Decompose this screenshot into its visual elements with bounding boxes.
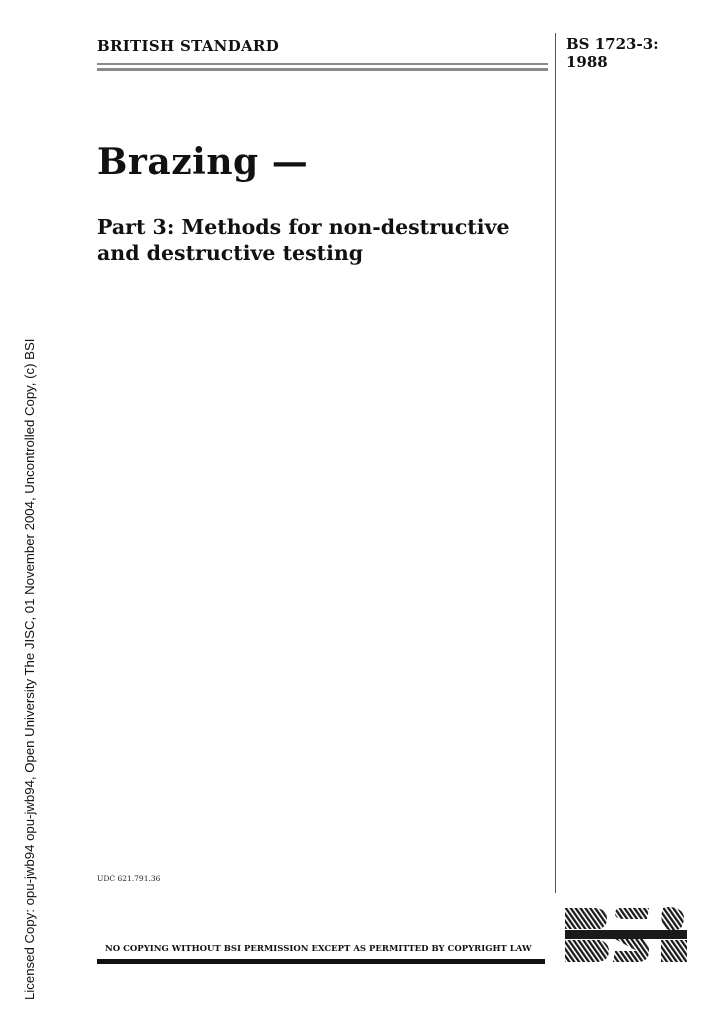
footer-rule [97,959,545,964]
page-subtitle: Part 3: Methods for non-destructive and destructive testing [97,215,510,265]
document-type-label: BRITISH STANDARD [97,37,280,55]
standard-number-year: 1988 [566,53,608,71]
standard-number [566,35,659,71]
udc-classification: UDC 621.791.36 [97,874,161,883]
copyright-notice: NO COPYING WITHOUT BSI PERMISSION EXCEPT AS PERMITTED BY COPYRIGHT LAW [105,944,532,954]
standard-number-code: BS 1723-3: [566,35,659,53]
license-watermark: Licensed Copy: opu-jwb94 opu-jwb94, Open University The JISC, 01 November 2004, Uncontrolled Copy, (c) BSI [22,338,37,1000]
page-title: Brazing — [97,141,309,183]
bsi-logo-icon [563,906,690,964]
margin-divider [555,33,556,893]
header-rule [97,63,548,71]
